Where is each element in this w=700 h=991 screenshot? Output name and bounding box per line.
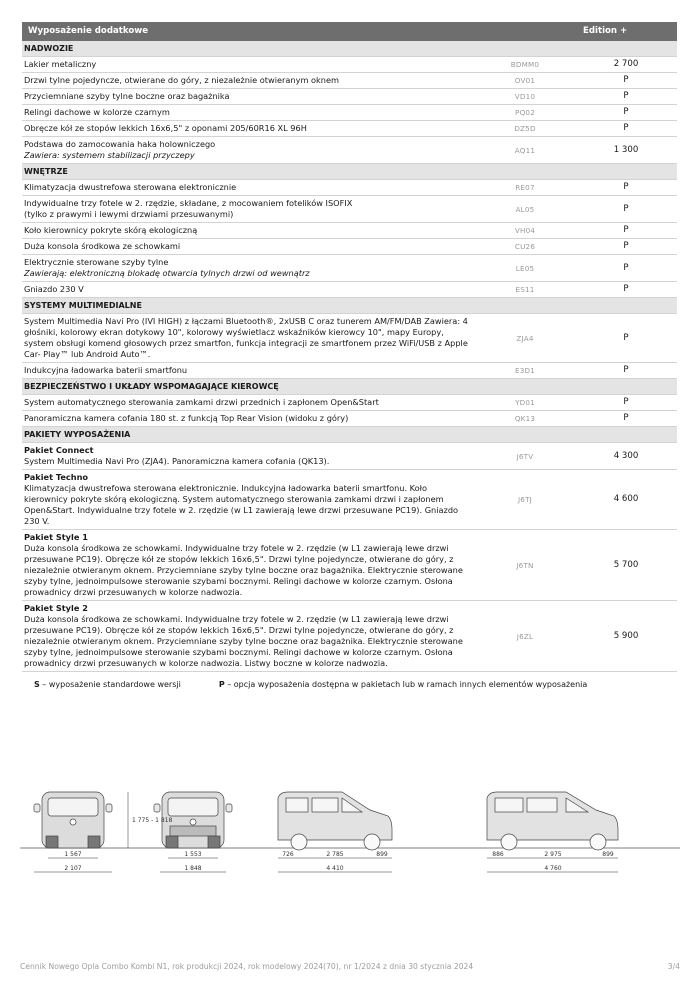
package-row: Pakiet Style 1 Duża konsola środkowa ze schowkami. Indywidualne trzy fotele w 2. rzędzie (w L1 zawierają lewe drzwi przesuwane PC19). Obręcze kół ze stopów lekkich 16x6,5". Drzwi tylne pojedyncze, otwierane do góry, z niezależnie otwieranym oknem. Przyciemniane szyby tylne boczne oraz bagażnika. Elektrycznie sterowane szyby tylne, jednoimpulsowe sterowanie szybami bocznymi. Relingi dachowe w kolorze czarnym. Osłona prowadnicy drzwi przesuwanych w kolorze nadwozia. J6TN 5 700 <box>22 530 677 601</box>
section-header: WNĘTRZE <box>22 164 677 180</box>
svg-text:899: 899 <box>602 851 614 858</box>
table-row: Duża konsola środkowa ze schowkami CU26 P <box>22 239 677 255</box>
table-row: Indukcyjna ładowarka baterii smartfonu E3D1 P <box>22 363 677 379</box>
package-row: Pakiet Techno Klimatyzacja dwustrefowa sterowana elektronicznie. Indukcyjna ładowarka baterii smartfonu. Koło kierownicy pokryte skórą ekologiczną. System automatycznego sterowania zamkami drzwi i zapłonem Open&Start. Indywidualne trzy fotele w 2. rzędzie (w L1 zawierają lewe drzwi przesuwane PC19). Gniazdo 230 V. J6TJ 4 600 <box>22 470 677 530</box>
table-header <box>22 22 677 41</box>
page-number: 3/4 <box>667 962 680 971</box>
legend-option: P – opcja wyposażenia dostępna w pakietach lub w ramach innych elementów wyposażenia <box>218 680 588 689</box>
table-row: System Multimedia Navi Pro (IVI HIGH) z łączami Bluetooth®, 2xUSB C oraz tunerem AM/FM/DAB Zawiera: 4 głośniki, kolorowy ekran dotykowy 10", kolorowy wyświetlacz wskaźników kierowcy 10", mapy Europy, system obsługi komend głosowych przez smartfon, funkcja integracji ze smartfonem przez WiFi/USB z Apple Car- Play™ lub Android Auto™. ZJA4 P <box>22 314 677 363</box>
section-header: BEZPIECZEŃSTWO I UKŁADY WSPOMAGAJĄCE KIEROWCĘ <box>22 379 677 395</box>
header-version: Edition + <box>583 26 628 36</box>
vehicle-dimension-diagrams <box>20 770 680 880</box>
svg-text:2 107: 2 107 <box>64 865 82 872</box>
svg-text:726: 726 <box>282 851 294 858</box>
svg-text:1 775 - 1 818: 1 775 - 1 818 <box>132 817 173 824</box>
footer-text: Cennik Nowego Opla Combo Kombi N1, rok produkcji 2024, rok modelowy 2024(70), nr 1/2024 z dnia 30 stycznia 2024 <box>20 962 474 971</box>
package-row: Pakiet Style 2 Duża konsola środkowa ze schowkami. Indywidualne trzy fotele w 2. rzędzie (w L1 zawierają lewe drzwi przesuwane PC19). Obręcze kół ze stopów lekkich 16x6,5". Drzwi tylne pojedyncze, otwierane do góry, z niezależnie otwieranym oknem. Przyciemniane szyby tylne boczne oraz bagażnika. Elektrycznie sterowane szyby tylne, jednoimpulsowe sterowanie szybami bocznymi. Relingi dachowe w kolorze czarnym. Osłona prowadnicy drzwi przesuwanych w kolorze nadwozia. Listwy boczne w kolorze nadwozia. J6ZL 5 900 <box>22 601 677 672</box>
svg-text:2 785: 2 785 <box>326 851 344 858</box>
table-row: Przyciemniane szyby tylne boczne oraz bagażnika VD10 P <box>22 89 677 105</box>
table-row: Drzwi tylne pojedyncze, otwierane do góry, z niezależnie otwieranym oknem OV01 P <box>22 73 677 89</box>
svg-text:4 760: 4 760 <box>544 865 562 872</box>
table-row: Panoramiczna kamera cofania 180 st. z funkcją Top Rear Vision (widoku z góry) QK13 P <box>22 411 677 427</box>
legend-standard: S – wyposażenie standardowe wersji <box>34 680 181 689</box>
legend <box>34 680 625 689</box>
svg-text:2 975: 2 975 <box>544 851 562 858</box>
svg-text:886: 886 <box>492 851 504 858</box>
side-view-l2-illustration <box>487 792 618 850</box>
table-row: Lakier metaliczny BDMM0 2 700 <box>22 57 677 73</box>
section-header: NADWOZIE <box>22 41 677 57</box>
table-row: Gniazdo 230 V ES11 P <box>22 282 677 298</box>
section-header: PAKIETY WYPOSAŻENIA <box>22 427 677 443</box>
svg-text:1 553: 1 553 <box>184 851 202 858</box>
svg-text:1 567: 1 567 <box>64 851 82 858</box>
page-footer <box>20 962 680 971</box>
table-row: Elektrycznie sterowane szyby tylne Zawierają: elektroniczną blokadę otwarcia tylnych drzwi od wewnątrz LE05 P <box>22 255 677 282</box>
table-row: Koło kierownicy pokryte skórą ekologiczną VH04 P <box>22 223 677 239</box>
table-row: Relingi dachowe w kolorze czarnym PQ02 P <box>22 105 677 121</box>
equipment-table <box>22 22 677 672</box>
table-row: Podstawa do zamocowania haka holowniczego Zawiera: systemem stabilizacji przyczepy AQ11 1 300 <box>22 137 677 164</box>
side-view-l1-illustration <box>278 792 392 850</box>
table-row: Obręcze kół ze stopów lekkich 16x6,5" z oponami 205/60R16 XL 96H DZ5D P <box>22 121 677 137</box>
table-row: Indywidualne trzy fotele w 2. rzędzie, składane, z mocowaniem fotelików ISOFIX (tylko z prawymi i lewymi drzwiami przesuwanymi) AL05 P <box>22 196 677 223</box>
header-description: Wyposażenie dodatkowe <box>28 26 149 36</box>
section-header: SYSTEMY MULTIMEDIALNE <box>22 298 677 314</box>
svg-text:899: 899 <box>376 851 388 858</box>
svg-text:4 410: 4 410 <box>326 865 344 872</box>
table-row: System automatycznego sterowania zamkami drzwi przednich i zapłonem Open&Start YD01 P <box>22 395 677 411</box>
svg-text:1 848: 1 848 <box>184 865 202 872</box>
table-row: Klimatyzacja dwustrefowa sterowana elektronicznie RE07 P <box>22 180 677 196</box>
rear-view-illustration <box>34 792 112 848</box>
package-row: Pakiet Connect System Multimedia Navi Pro (ZJA4). Panoramiczna kamera cofania (QK13). J6TV 4 300 <box>22 443 677 470</box>
